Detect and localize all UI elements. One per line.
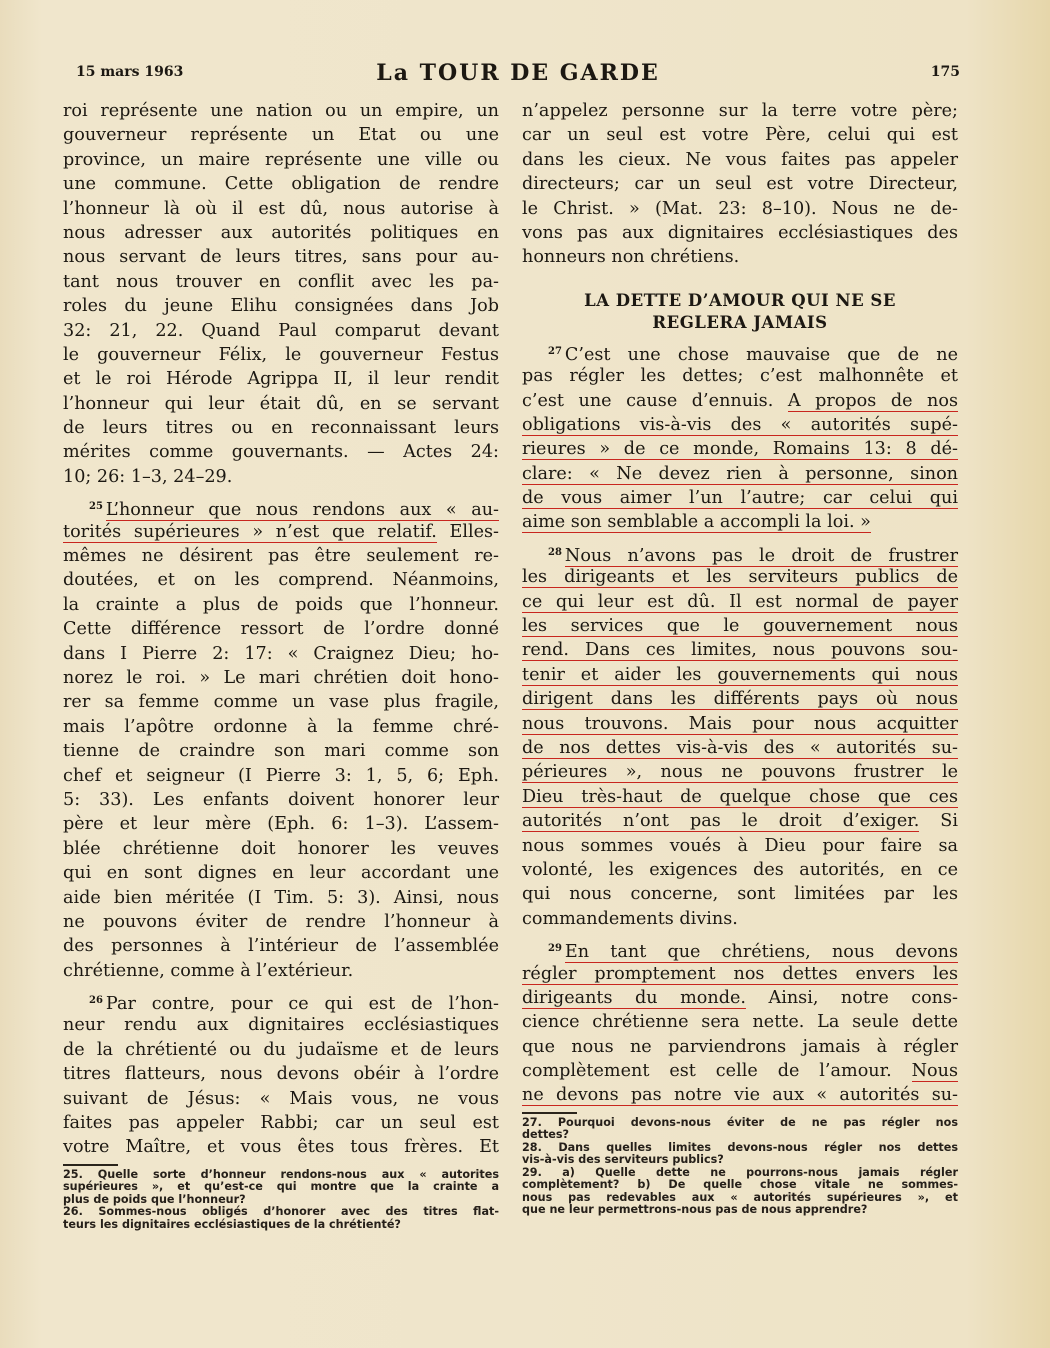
- text-line: [522, 590, 958, 614]
- footnote-line: 25. Quelle sorte d’honneur rendons-nous aux « autorites: [63, 1167, 499, 1181]
- text-line: [522, 736, 958, 760]
- text-line: [522, 937, 958, 961]
- heading-line: LA DETTE D’AMOUR QUI NE SE: [584, 290, 896, 310]
- underlined-text: les services que le gouvernement nous: [522, 616, 958, 637]
- text-line: car un seul est votre Père, celui qui est: [522, 125, 958, 146]
- text-line: Cette différence ressort de l’ordre donné: [63, 619, 499, 640]
- footnote-line: 28. Dans quelles limites devons-nous régler nos dettes: [522, 1140, 958, 1154]
- paragraph-25: [63, 495, 499, 983]
- underlined-text: de vous aimer l’un l’autre; car celui qui: [522, 488, 958, 509]
- underlined-text: rieures » de ce monde, Romains 13: 8 dé-: [522, 439, 958, 460]
- footnote-line: vis-à-vis des serviteurs publics?: [522, 1153, 724, 1167]
- underlined-text: ne devons pas notre vie aux « autorités su-: [522, 1085, 958, 1106]
- text-line: [522, 1083, 958, 1107]
- text-line: que nous ne parviendrons jamais à régler: [522, 1036, 958, 1057]
- text-line: volonté, les exigences des autorités, en ce: [522, 859, 958, 880]
- text-line: dans les cieux. Ne vous faites pas appeler: [522, 149, 958, 170]
- left-column: [63, 99, 499, 1231]
- paragraph-number: 28: [548, 546, 562, 558]
- footnote-divider: [63, 1164, 118, 1166]
- footnote-line: plus de poids que l’honneur?: [63, 1192, 246, 1206]
- paragraph-number: 25: [89, 501, 103, 513]
- text-line: directeurs; car un seul est votre Directeur,: [522, 174, 958, 195]
- issue-date: 15 mars 1963: [76, 64, 184, 80]
- text-line: nous adresser aux autorités politiques en: [63, 222, 499, 243]
- paragraph-28: [522, 541, 958, 931]
- text-line: qui nous concerne, sont limitées par les: [522, 884, 958, 905]
- text-line: mérites comme gouvernants. — Actes 24:: [63, 442, 499, 463]
- text-line: [522, 760, 958, 784]
- footnote-line: complètement? b) De quelle chose vitale ne sommes-: [522, 1178, 958, 1192]
- page-header: [76, 60, 960, 90]
- text-line: chrétienne, comme à l’extérieur.: [63, 960, 354, 981]
- text-line: [522, 389, 958, 413]
- paragraph-26: [63, 989, 499, 1160]
- text-line: norez le roi. » Le mari chrétien doit hono-: [63, 667, 499, 688]
- underlined-text: dirigent dans les différents pays où nous: [522, 689, 958, 710]
- section-heading: [522, 290, 958, 334]
- text-line: mais l’apôtre ordonne à la femme chré-: [63, 716, 499, 737]
- text-segment: Si: [919, 811, 958, 832]
- study-questions-right: [522, 1117, 958, 1217]
- underlined-text: Nous n’avons pas le droit de frustrer: [564, 545, 958, 566]
- text-line: aide bien méritée (I Tim. 5: 3). Ainsi, nous: [63, 887, 499, 908]
- text-line: [522, 437, 958, 461]
- text-line: [522, 510, 958, 534]
- underlined-text: tenir et aider les gouvernements qui nous: [522, 664, 958, 685]
- text-line: et le roi Hérode Agrippa II, il leur rendit: [63, 369, 499, 390]
- paragraph-29: [522, 937, 958, 1108]
- text-line: [522, 565, 958, 589]
- paragraph-24-continued: [63, 99, 499, 489]
- text-line: [522, 486, 958, 510]
- underlined-text: obligations vis-à-vis des « autorités supé-: [522, 414, 958, 435]
- text-line: de leurs titres ou en reconnaissant leurs: [63, 418, 499, 439]
- text-line: [522, 1059, 958, 1083]
- text-line: mêmes ne désirent pas être seulement re-: [63, 546, 499, 567]
- text-line: [63, 520, 499, 544]
- footnote-line: teurs les dignitaires ecclésiastiques de la chrétienté?: [63, 1217, 401, 1231]
- underlined-text: L’honneur que nous rendons aux « au-: [105, 500, 499, 521]
- text-line: ne pouvons éviter de rendre l’honneur à: [63, 911, 499, 932]
- text-line: n’appelez personne sur la terre votre père;: [522, 101, 958, 121]
- text-line: chef et seigneur (I Pierre 3: 1, 5, 6; Eph.: [63, 765, 499, 786]
- text-line: l’honneur qui leur était dû, en se servant: [63, 393, 499, 414]
- text-line: [522, 687, 958, 711]
- text-line: neur rendu aux dignitaires ecclésiastiques: [63, 1015, 499, 1036]
- publication-title: La TOUR DE GARDE: [376, 60, 660, 86]
- text-line: gouverneur représente un Etat ou une: [63, 125, 499, 146]
- text-line: une commune. Cette obligation de rendre: [63, 174, 499, 195]
- text-line: doutées, et on les comprend. Néanmoins,: [63, 570, 499, 591]
- underlined-text: nous trouvons. Mais pour nous acquitter: [522, 713, 958, 734]
- text-segment: c’est une cause d’ennuis.: [522, 390, 788, 411]
- footnote-line: 26. Sommes-nous obligés d’honorer avec des titres flat-: [63, 1205, 499, 1219]
- paragraph-number: 26: [89, 995, 103, 1007]
- text-line: roi représente une nation ou un empire, un: [63, 101, 499, 121]
- text-line: père et leur mère (Eph. 6: 1–3). L’assem-: [63, 814, 499, 835]
- paragraph-26-continued: [522, 99, 958, 270]
- text-segment: Elles-: [436, 521, 499, 542]
- footnote-line: nous pas redevables aux « autorités supérieures », et: [522, 1190, 958, 1204]
- text-line: [522, 541, 958, 565]
- text-line: [522, 340, 958, 364]
- text-line: nous sommes voués à Dieu pour faire sa: [522, 835, 958, 856]
- footnote-divider: [522, 1112, 577, 1114]
- text-line: [522, 962, 958, 986]
- underlined-text: périeures », nous ne pouvons frustrer le: [522, 762, 958, 783]
- text-line: blée chrétienne doit honorer les veuves: [63, 838, 499, 859]
- text-line: la crainte a plus de poids que l’honneur.: [63, 594, 499, 615]
- underlined-text: Nous: [911, 1061, 958, 1082]
- text-line: [522, 638, 958, 662]
- text-line: 10; 26: 1–3, 24–29.: [63, 466, 233, 487]
- text-line: vons pas aux dignitaires ecclésiastiques des: [522, 222, 958, 243]
- text-line: de la chrétienté ou du judaïsme et de leurs: [63, 1039, 499, 1060]
- text-line: [522, 986, 958, 1010]
- text-line: honneurs non chrétiens.: [522, 247, 740, 268]
- text-segment: complètement est celle de l’amour.: [522, 1061, 912, 1082]
- text-line: 32: 21, 22. Quand Paul comparut devant: [63, 320, 499, 341]
- text-line: [522, 712, 958, 736]
- underlined-text: En tant que chrétiens, nous devons: [564, 942, 958, 963]
- underlined-text: autorités n’ont pas le droit d’exiger.: [522, 811, 920, 832]
- text-line: cience chrétienne sera nette. La seule dette: [522, 1012, 958, 1033]
- text-line: [522, 413, 958, 437]
- text-line: dans I Pierre 2: 17: « Craignez Dieu; ho-: [63, 643, 499, 664]
- text-line: des personnes à l’intérieur de l’assemblée: [63, 936, 499, 957]
- text-line: [522, 809, 958, 833]
- page-number: 175: [930, 64, 960, 80]
- underlined-text: clare: « Ne devez rien à personne, sinon: [522, 463, 958, 484]
- text-line: [522, 663, 958, 687]
- text-line: roles du jeune Elihu consignées dans Job: [63, 296, 499, 317]
- text-line: votre Maître, et vous êtes tous frères. Et: [63, 1137, 499, 1158]
- underlined-text: les dirigeants et les serviteurs publics de: [522, 567, 958, 588]
- paragraph-number: 29: [548, 943, 562, 955]
- paragraph-number: 27: [548, 345, 562, 357]
- footnote-line: que ne leur permettrons-nous pas de nous apprendre?: [522, 1203, 868, 1217]
- underlined-text: A propos de nos: [787, 390, 958, 411]
- text-segment: Ainsi, notre cons-: [746, 987, 958, 1008]
- text-line: [63, 989, 499, 1013]
- text-line: province, un maire représente une ville ou: [63, 149, 499, 170]
- footnote-line: dettes?: [522, 1128, 570, 1142]
- text-line: pas régler les dettes; c’est malhonnête et: [522, 366, 958, 387]
- text-segment: C’est une chose mauvaise que de ne: [564, 344, 958, 365]
- text-line: 5: 33). Les enfants doivent honorer leur: [63, 789, 499, 810]
- footnote-line: 29. a) Quelle dette ne pourrons-nous jamais régler: [522, 1165, 958, 1179]
- text-line: qui en sont dignes en leur accordant une: [63, 863, 499, 884]
- underlined-text: de nos dettes vis-à-vis des « autorités su-: [522, 737, 958, 758]
- underlined-text: rend. Dans ces limites, nous pouvons sou-: [522, 640, 958, 661]
- study-questions-left: [63, 1169, 499, 1232]
- underlined-text: ce qui leur est dû. Il est normal de payer: [522, 591, 958, 612]
- text-line: suivant de Jésus: « Mais vous, ne vous: [63, 1088, 499, 1109]
- footnote-line: supérieures », et qu’est-ce qui montre que la crainte a: [63, 1180, 499, 1194]
- text-line: le Christ. » (Mat. 23: 8–10). Nous ne de-: [522, 198, 958, 219]
- text-line: [522, 785, 958, 809]
- underlined-text: Dieu très-haut de quelque chose que ces: [522, 786, 958, 807]
- right-column: [522, 99, 958, 1217]
- heading-line: REGLERA JAMAIS: [652, 312, 828, 332]
- text-line: [63, 495, 499, 519]
- underlined-text: régler promptement nos dettes envers les: [522, 963, 958, 984]
- text-line: nous servant de leurs titres, sans pour au-: [63, 247, 499, 268]
- underlined-text: dirigeants du monde.: [522, 987, 746, 1008]
- text-line: [522, 614, 958, 638]
- text-line: rer sa femme comme un vase plus fragile,: [63, 692, 499, 713]
- text-line: le gouverneur Félix, le gouverneur Festus: [63, 344, 499, 365]
- text-line: tant nous trouver en conflit avec les pa-: [63, 271, 499, 292]
- text-line: commandements divins.: [522, 908, 738, 929]
- text-line: faites pas appeler Rabbi; car un seul est: [63, 1113, 499, 1134]
- underlined-text: aime son semblable a accompli la loi. »: [522, 512, 871, 533]
- text-segment: Par contre, pour ce qui est de l’hon-: [105, 994, 499, 1015]
- footnote-line: 27. Pourquoi devons-nous éviter de ne pas régler nos: [522, 1115, 958, 1129]
- text-line: l’honneur là où il est dû, nous autorise à: [63, 198, 499, 219]
- text-line: titres flatteurs, nous devons obéir à l’ordre: [63, 1064, 499, 1085]
- paragraph-27: [522, 340, 958, 535]
- text-line: tienne de craindre son mari comme son: [63, 741, 499, 762]
- text-line: [522, 462, 958, 486]
- underlined-text: torités supérieures » n’est que relatif.: [63, 521, 437, 542]
